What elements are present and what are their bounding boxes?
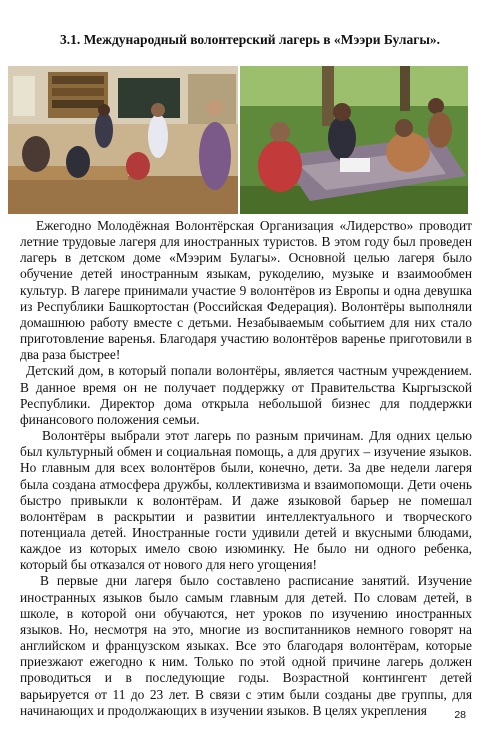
paragraph-2: Детский дом, в который попали волонтёры, является частным учреждением. В данное время он не получает поддержку от Правительства Кыргызской Республики. Директор дома открыла небольшой бизнес для поддержки финансового положения семьи. xyxy=(20,363,472,427)
article-body xyxy=(20,218,472,719)
page-number: 28 xyxy=(454,709,466,721)
paragraph-4: В первые дни лагеря было составлено расписание занятий. Изучение иностранных языков было самым главным для детей. По словам детей, в школе, в которой они обучаются, нет уроков по изучению иностранных языков. Но, несмотря на это, многие из воспитанников немного говорят на английском и французском языках. Все это благодаря волонтёрам, которые приезжают ежегодно к ним. Только по этой одной причине лагерь должен проводиться и в последующие годы. Возрастной контингент детей варьируется от 11 до 23 лет. В связи с этим были созданы две группы, для начинающих и продолжающих в изучении языков. В целях укрепления xyxy=(20,573,472,718)
paragraph-3: Волонтёры выбрали этот лагерь по разным причинам. Для одних целью был культурный обмен и социальная помощь, а для других – изучение языков. Но главным для всех волонтёров были, конечно, дети. За две недели лагеря была создана атмосфера дружбы, коллективизма и взаимопомощи. Дети очень быстро привыкли к волонтёрам. И даже языковой барьер не помешал волонтёрам в раскрытии и развитии интеллектуального и творческого потенциала детей. Иностранные гости удивили детей и вкусными блюдами, каждое из которых имело свою изюминку. Не было ни одного ребенка, который бы отказался от нового для него угощения! xyxy=(20,428,472,573)
outdoor-photo xyxy=(240,66,468,214)
page-title: 3.1. Международный волонтерский лагерь в «Мээри Булагы». xyxy=(59,32,441,47)
paragraph-1: Ежегодно Молодёжная Волонтёрская Организация «Лидерство» проводит летние трудовые лагеря для иностранных туристов. В этом году был проведен лагерь в детском доме «Мээрим Булагы». Основной целью лагеря было обучение детей иностранным языкам, рукоделию, музыке и взаимообмен культур. В лагере принимали участие 9 волонтёров из Европы и одна девушка из Республики Башкортостан (Российская Федерация). Волонтёры выполняли домашнюю работу вместе с детьми. Незабываемым событием для них стало приготовление варенья. Благодаря участию волонтёров варенье приготовили в два раза быстрее! xyxy=(20,218,472,363)
classroom-photo xyxy=(8,66,238,214)
